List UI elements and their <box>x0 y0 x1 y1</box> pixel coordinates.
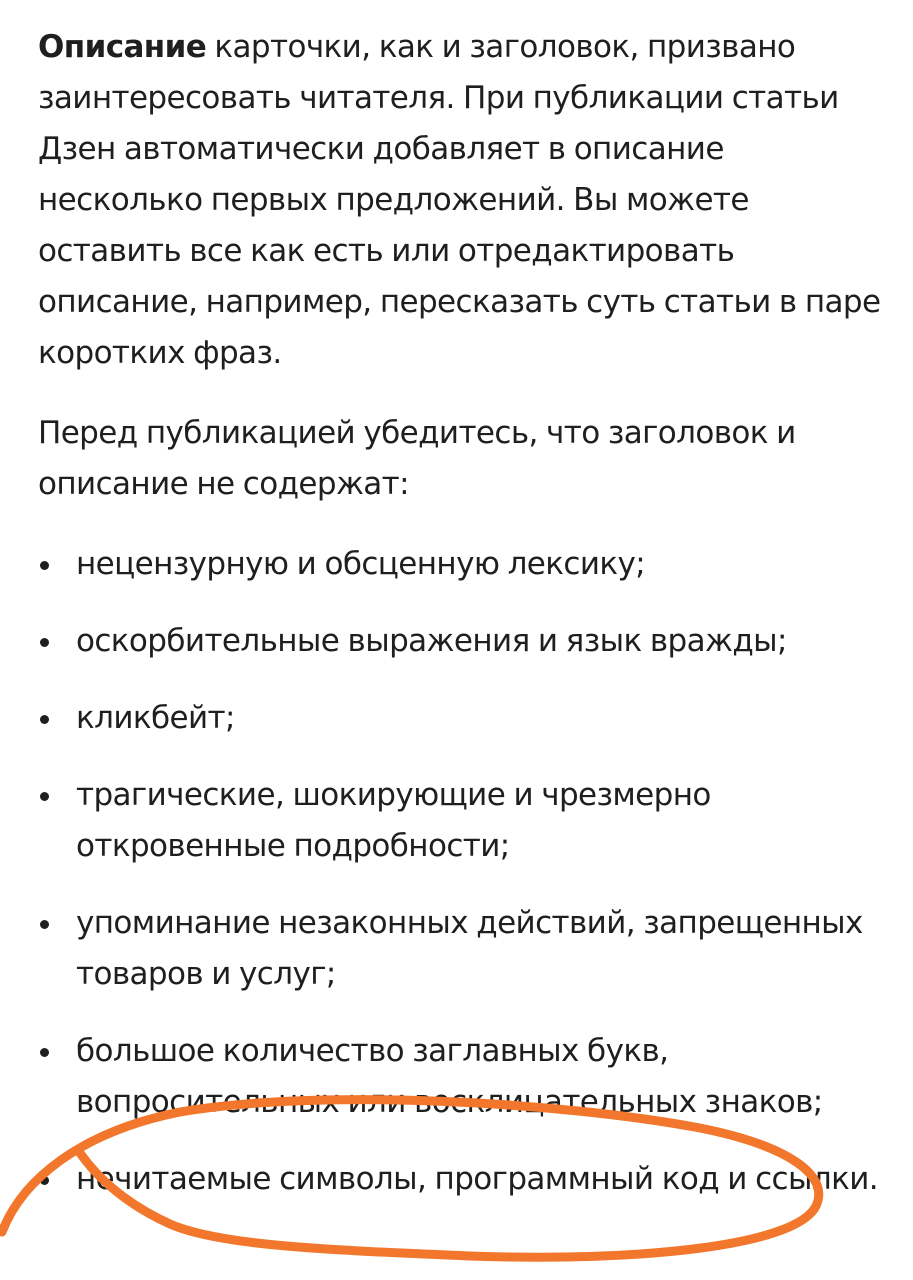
list-item <box>38 539 888 590</box>
list-item <box>38 1026 888 1128</box>
list-item <box>38 693 888 744</box>
list-item-text: упоминание незаконных действий, запрещенных товаров и услуг; <box>76 905 863 992</box>
bullet-icon <box>40 1176 49 1185</box>
bullet-icon <box>40 792 49 801</box>
list-item <box>38 898 888 1000</box>
list-item-text: трагические, шокирующие и чрезмерно откровенные подробности; <box>76 777 711 864</box>
bullet-icon <box>40 920 49 929</box>
bullet-icon <box>40 715 49 724</box>
description-paragraph <box>38 22 888 379</box>
list-item <box>38 770 888 872</box>
list-item-text: нецензурную и обсценную лексику; <box>76 546 646 582</box>
description-lead-bold: Описание <box>38 29 207 65</box>
bullet-icon <box>40 1048 49 1057</box>
list-item-text: большое количество заглавных букв, вопросительных или восклицательных знаков; <box>76 1033 823 1120</box>
list-item-text: оскорбительные выражения и язык вражды; <box>76 623 787 659</box>
list-item-text: нечитаемые символы, программный код и ссылки. <box>76 1161 879 1197</box>
list-item-highlighted <box>38 1154 888 1205</box>
bullet-icon <box>40 561 49 570</box>
article-content <box>38 22 888 1231</box>
description-text: карточки, как и заголовок, призвано заинтересовать читателя. При публикации статьи Дзен автоматически добавляет в описание несколько первых предложений. Вы можете оставить все как есть или отредактировать описание, например, пересказать суть статьи в паре коротких фраз. <box>38 29 881 371</box>
restrictions-list <box>38 539 888 1205</box>
list-item <box>38 616 888 667</box>
bullet-icon <box>40 638 49 647</box>
check-paragraph: Перед публикацией убедитесь, что заголовок и описание не содержат: <box>38 415 796 502</box>
list-item-text: кликбейт; <box>76 700 235 736</box>
